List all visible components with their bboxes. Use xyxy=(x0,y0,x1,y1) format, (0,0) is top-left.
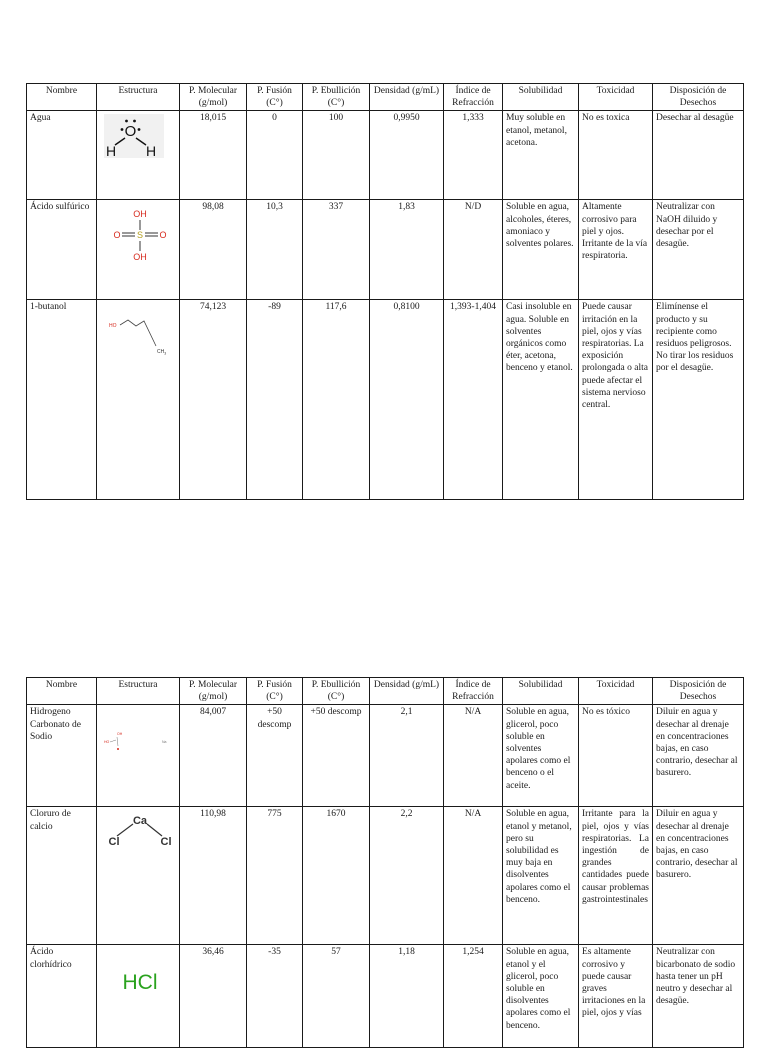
header-row xyxy=(27,678,744,705)
properties-table-2 xyxy=(26,677,744,1048)
cell-indice-refraccion: N/A xyxy=(444,807,503,945)
cell-toxicidad: Puede causar irritación en la piel, ojos y vías respiratorias. La exposición prolongada o alta puede afectar el sistema nervioso central. xyxy=(579,300,653,500)
structure-sodium-bicarbonate xyxy=(97,705,180,807)
cell-peso-molecular: 110,98 xyxy=(180,807,247,945)
water-hydrogen-right-label: H xyxy=(145,143,157,160)
cell-toxicidad: No es tóxico xyxy=(579,705,653,807)
butanol-ch3-label: $CH_3$ xyxy=(157,349,167,356)
header-toxicidad: Toxicidad xyxy=(579,678,653,705)
cell-peso-molecular: 98,08 xyxy=(180,200,247,300)
header-solubilidad: Solubilidad xyxy=(503,678,579,705)
cell-peso-molecular: 36,46 xyxy=(180,945,247,1048)
sulfuric-oh-bottom-label: OH xyxy=(133,252,147,263)
header-estructura: Estructura xyxy=(97,678,180,705)
cell-punto-fusion: 0 xyxy=(247,111,303,200)
cell-toxicidad: Irritante para la piel, ojos y vías respiratorias. La ingestión de grandes cantidades puede causar problemas gastrointestinales xyxy=(579,807,653,945)
structure-calcium-chloride xyxy=(97,807,180,945)
cell-densidad: 2,2 xyxy=(370,807,444,945)
header-row xyxy=(27,84,744,111)
cell-disposicion-desechos: Diluir en agua y desechar al drenaje en concentraciones bajas, en caso contrario, desechar al basurero. xyxy=(653,705,744,807)
header-nombre: Nombre xyxy=(27,84,97,111)
bicarbonate-oh-label: OH xyxy=(117,732,123,737)
sulfuric-o-left-label: O xyxy=(113,230,121,241)
cell-toxicidad: Altamente corrosivo para piel y ojos. Irritante de la vía respiratoria. xyxy=(579,200,653,300)
header-peso-molecular: P. Molecular (g/mol) xyxy=(180,84,247,111)
header-punto-ebullicion: P. Ebullición (C°) xyxy=(303,84,370,111)
cell-punto-ebullicion: 1670 xyxy=(303,807,370,945)
header-estructura: Estructura xyxy=(97,84,180,111)
table-row xyxy=(27,945,744,1048)
header-punto-fusion: P. Fusión (C°) xyxy=(247,678,303,705)
cell-densidad: 0,9950 xyxy=(370,111,444,200)
bicarbonate-ho-label: HO xyxy=(104,740,110,745)
header-indice-refraccion: Índice de Refracción xyxy=(444,84,503,111)
cell-punto-fusion: 10,3 xyxy=(247,200,303,300)
cell-punto-fusion: +50 descomp xyxy=(247,705,303,807)
cell-indice-refraccion: 1,333 xyxy=(444,111,503,200)
table-row xyxy=(27,300,744,500)
header-punto-ebullicion: P. Ebullición (C°) xyxy=(303,678,370,705)
cell-peso-molecular: 74,123 xyxy=(180,300,247,500)
cell-densidad: 1,18 xyxy=(370,945,444,1048)
calcium-ca-label: Ca xyxy=(132,815,148,828)
cell-indice-refraccion: N/D xyxy=(444,200,503,300)
cell-solubilidad: Casi insoluble en agua. Soluble en solventes orgánicos como éter, acetona, benceno y etanol. xyxy=(503,300,579,500)
cell-disposicion-desechos: Neutralizar con NaOH diluido y desechar por el desagüe. xyxy=(653,200,744,300)
cell-toxicidad: No es toxica xyxy=(579,111,653,200)
header-nombre: Nombre xyxy=(27,678,97,705)
bicarbonate-na-label: Na xyxy=(162,740,167,745)
cell-punto-ebullicion: 100 xyxy=(303,111,370,200)
cell-indice-refraccion: 1,393-1,404 xyxy=(444,300,503,500)
cell-punto-fusion: 775 xyxy=(247,807,303,945)
cell-densidad: 2,1 xyxy=(370,705,444,807)
cell-disposicion-desechos: Elimínense el producto y su recipiente como residuos peligrosos. No tirar los residuos por el desagüe. xyxy=(653,300,744,500)
cell-solubilidad: Soluble en agua, etanol y metanol, pero su solubilidad es muy baja en disolventes apolares como el benceno. xyxy=(503,807,579,945)
cell-disposicion-desechos: Diluir en agua y desechar al drenaje en concentraciones bajas, en caso contrario, desechar al basurero. xyxy=(653,807,744,945)
header-disposicion-desechos: Disposición de Desechos xyxy=(653,678,744,705)
cell-solubilidad: Muy soluble en etanol, metanol, acetona. xyxy=(503,111,579,200)
structure-sulfuric-acid xyxy=(97,200,180,300)
header-densidad: Densidad (g/mL) xyxy=(370,84,444,111)
header-toxicidad: Toxicidad xyxy=(579,84,653,111)
header-punto-fusion: P. Fusión (C°) xyxy=(247,84,303,111)
cell-solubilidad: Soluble en agua, glicerol, poco soluble en solventes apolares como el benceno o el aceite. xyxy=(503,705,579,807)
header-solubilidad: Solubilidad xyxy=(503,84,579,111)
calcium-cl-right-label: Cl xyxy=(160,836,172,849)
water-hydrogen-left-label: H xyxy=(105,143,117,160)
sulfuric-s-label: S xyxy=(136,230,144,241)
cell-densidad: 1,83 xyxy=(370,200,444,300)
sulfuric-o-right-label: O xyxy=(159,230,167,241)
cell-punto-fusion: -35 xyxy=(247,945,303,1048)
header-disposicion-desechos: Disposición de Desechos xyxy=(653,84,744,111)
table-row xyxy=(27,200,744,300)
header-indice-refraccion: Índice de Refracción xyxy=(444,678,503,705)
structure-hydrochloric-acid xyxy=(97,945,180,1048)
table-row xyxy=(27,111,744,200)
butanol-ho-label: HO xyxy=(109,323,117,330)
cell-nombre: Ácido sulfúrico xyxy=(27,200,97,300)
cell-nombre: Agua xyxy=(27,111,97,200)
header-peso-molecular: P. Molecular (g/mol) xyxy=(180,678,247,705)
cell-densidad: 0,8100 xyxy=(370,300,444,500)
structure-1-butanol xyxy=(97,300,180,500)
structure-water xyxy=(97,111,180,200)
cell-peso-molecular: 84,007 xyxy=(180,705,247,807)
cell-indice-refraccion: 1,254 xyxy=(444,945,503,1048)
calcium-cl-left-label: Cl xyxy=(108,836,120,849)
cell-nombre: Ácido clorhídrico xyxy=(27,945,97,1048)
cell-punto-ebullicion: 117,6 xyxy=(303,300,370,500)
cell-solubilidad: Soluble en agua, alcoholes, éteres, amoniaco y solventes polares. xyxy=(503,200,579,300)
cell-solubilidad: Soluble en agua, etanol y el glicerol, poco soluble en disolventes apolares como el benceno. xyxy=(503,945,579,1048)
header-densidad: Densidad (g/mL) xyxy=(370,678,444,705)
water-oxygen-label: O xyxy=(124,123,137,141)
cell-punto-fusion: -89 xyxy=(247,300,303,500)
hcl-formula-label: HCl xyxy=(122,971,158,995)
cell-disposicion-desechos: Desechar al desagüe xyxy=(653,111,744,200)
cell-disposicion-desechos: Neutralizar con bicarbonato de sodio hasta tener un pH neutro y desechar al desagüe. xyxy=(653,945,744,1048)
table-row xyxy=(27,807,744,945)
cell-toxicidad: Es altamente corrosivo y puede causar graves irritaciones en la piel, ojos y vías xyxy=(579,945,653,1048)
properties-table-1 xyxy=(26,83,744,500)
cell-nombre: 1-butanol xyxy=(27,300,97,500)
table-row xyxy=(27,705,744,807)
cell-nombre: Cloruro de calcio xyxy=(27,807,97,945)
cell-nombre: Hidrogeno Carbonato de Sodio xyxy=(27,705,97,807)
cell-punto-ebullicion: 57 xyxy=(303,945,370,1048)
cell-peso-molecular: 18,015 xyxy=(180,111,247,200)
cell-punto-ebullicion: 337 xyxy=(303,200,370,300)
cell-punto-ebullicion: +50 descomp xyxy=(303,705,370,807)
cell-indice-refraccion: N/A xyxy=(444,705,503,807)
sulfuric-oh-top-label: OH xyxy=(133,209,147,220)
